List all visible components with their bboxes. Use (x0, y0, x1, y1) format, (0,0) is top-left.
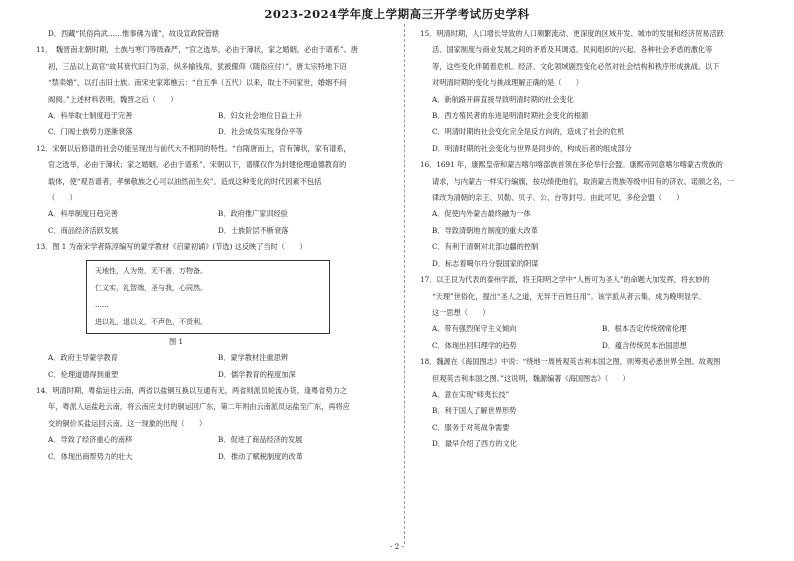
q12-line: 官之选举，必由于簿状；家之婚姻，必由于谱系”。宋朝以下，谱牒仅作为封建伦理道德教育的 (48, 160, 347, 170)
figure-line: 天地性，人为贵，无不善，万物备。 (95, 266, 207, 275)
q16-option-b[interactable]: B．导致清朝地方制度的重大改革 (432, 225, 538, 235)
q17-options-row (420, 338, 772, 354)
q11-line: 初，三品以上高官“故其衰代旧门为亲，纵多输钱帛，犹被偃仰（随俗应付）”，唐太宗特地下诏 (48, 61, 347, 71)
left-column (36, 26, 388, 465)
q13-stem: 13．图 1 为南宋学者陈淳编写的蒙学教材《启蒙初诵》(节选) 这反映了当时（ ） (36, 242, 307, 252)
q11-line: 阀阅。”上述材料表明，魏晋之后（ ） (48, 94, 178, 104)
q11-options-row (36, 108, 388, 124)
q18-line: 18．魏源在《海国图志》中说：“绕地一周皆观英吉利本国之图，则筹夷必悉世界全图。故观图 (420, 357, 721, 367)
q13-option-c[interactable]: C．伦理道德得到重塑 (48, 369, 119, 379)
q15-line: 对明清时期的变化与挑战理解正确的是（ ） (432, 78, 583, 88)
q13-options-row (36, 367, 388, 383)
q11-option-b[interactable]: B．妇女社会地位日益上升 (218, 111, 303, 121)
right-column (420, 26, 772, 453)
q18-line: 但观英吉利本国之图。”这说明，魏源编著《海国图志》（ ） (432, 373, 630, 383)
q14-option-b[interactable]: B．促进了商品经济的发展 (218, 435, 303, 445)
q11-options-row (36, 124, 388, 140)
q10-option-d: D．西藏“民俗尚武……惟事佛为谨”，故设宣政院管辖 (48, 29, 220, 38)
q17-options-row (420, 321, 772, 337)
figure-caption: 图 1 (168, 336, 184, 346)
question-17 (420, 272, 772, 354)
q12-option-c[interactable]: C．商品经济活跃发展 (48, 225, 119, 235)
q11-option-d[interactable]: D．社会成员实现身份平等 (218, 127, 303, 137)
figure-1-box (86, 260, 330, 334)
q15-option-b[interactable]: B．西方殖民者的东进是明清时期社会变化的根源 (432, 111, 589, 121)
q13-options-row (36, 350, 388, 366)
q15-line: 等，这些变化伴随着危机。经济、文化领域剧烈变化必然对社会结构和秩序形成挑战。以下 (432, 61, 720, 71)
q14-option-c[interactable]: C．体现出商帮势力的壮大 (48, 451, 133, 461)
q17-option-b[interactable]: B．根本否定传统纲常伦理 (602, 324, 687, 334)
question-16 (420, 157, 772, 272)
q12-option-b[interactable]: B．政府推广家训经验 (218, 209, 288, 219)
q11-option-a[interactable]: A．科举取士制度趋于完善 (48, 111, 133, 121)
q13-option-b[interactable]: B．蒙学教材注重思辨 (218, 353, 288, 363)
q16-line: 请求，与内蒙古一样实行编旗，按功绩使他们，取消蒙古贵族等级中旧有的济农、诺颜之名，一 (432, 176, 734, 186)
q16-option-c[interactable]: C．有利于清朝对北部边疆的控制 (432, 242, 539, 252)
figure-line: 进以礼，退以义，不声色，不货利。 (95, 317, 207, 326)
q18-option-d[interactable]: D．最早介绍了西方的文化 (432, 439, 517, 449)
q11-line: 11． 魏晋南北朝时期，士族与寒门等级森严，“官之选举，必由于簿状，家之婚姻，必由于谱系”。唐 (36, 45, 358, 55)
question-18 (420, 354, 772, 452)
question-13 (36, 239, 388, 383)
q18-option-a[interactable]: A．意在实现“师夷长技” (432, 389, 510, 399)
page-title: 2023-2024学年度上学期高三开学考试历史学科 (264, 7, 530, 21)
q15-line: 15．明清时期，人口增长导致的人口频繁流动、更深度的区域开发、城市的发展和经济贸易活跃 (420, 29, 724, 38)
question-12 (36, 141, 388, 239)
q14-options-row (36, 449, 388, 465)
q12-option-a[interactable]: A．科举制度日趋完善 (48, 209, 118, 219)
figure-line: 仁义实，礼智端，圣与我，心同然。 (95, 283, 207, 292)
q11-option-c[interactable]: C．门阀士族势力逐渐衰落 (48, 127, 133, 137)
q16-option-d[interactable]: D．标志着噶尔丹分裂国家的阴谋 (432, 258, 539, 268)
q14-line: 年，粤派人运盐赴云南，将云南应支付的铜运回广东，第二年则由云南派员运盐至广东，再将应 (48, 402, 350, 412)
column-divider (404, 24, 405, 544)
q17-line: 这一思想（ ） (432, 307, 490, 317)
q14-option-a[interactable]: A．导致了经济重心的南移 (48, 435, 133, 445)
q15-line: 活、国家制度与商业发展之间的矛盾及其调适、民间组织的兴起、各种社会矛盾的激化等 (432, 45, 713, 55)
q16-line: 16．1691 年，康熙皇帝和蒙古喀尔喀部族首领在多伦举行会盟。康熙帝同意喀尔喀蒙古贵族的 (420, 160, 723, 170)
figure-line: …… (95, 300, 109, 309)
q17-option-c[interactable]: C．体现出回归理学的趋势 (432, 340, 517, 350)
q18-option-b[interactable]: B．利于国人了解世界形势 (432, 406, 517, 416)
q13-option-d[interactable]: D．儒学教育的程度加深 (218, 369, 296, 379)
q12-line: （ ） (48, 193, 77, 203)
question-11 (36, 42, 388, 140)
q12-line: 12．宋朝以后修谱的社会功能呈现出与前代大不相同的特性。“自隋唐而上，官有簿状，家有谱系， (36, 143, 351, 153)
q16-line: 律改为清朝的亲王、贝勒、贝子、公、台等封号。由此可见，多伦会盟（ ） (432, 193, 684, 203)
q17-line: 17．以王艮为代表的泰州学派，将王阳明之学中“人皆可为圣人”的命题大加发挥，将玄妙的 (420, 275, 710, 285)
q12-option-d[interactable]: D．士族阶层不断衰落 (218, 225, 289, 235)
q18-option-c[interactable]: C．服务于对英战争需要 (432, 422, 510, 432)
q15-option-a[interactable]: A．新航路开辟直接导致明清时期的社会变化 (432, 94, 574, 104)
question-15 (420, 26, 772, 157)
q12-line: 载体，使“观吾谱者，孝悌敬族之心可以油然而生矣”。造成这种变化的时代因素不包括 (48, 176, 322, 186)
q15-option-d[interactable]: D．明清时期的社会变化与世界是同步的，构成后者的组成部分 (432, 143, 632, 153)
q17-option-d[interactable]: D．蕴含传统民本治国思想 (602, 340, 687, 350)
q12-options-row (36, 206, 388, 222)
q16-option-a[interactable]: A．促使内外蒙古最终融为一体 (432, 209, 531, 219)
q13-option-a[interactable]: A．政府主导蒙学教育 (48, 353, 118, 363)
q14-line: 交的铜价买盐运回云南。这一现象的出现（ ） (48, 418, 207, 428)
q14-option-d[interactable]: D．推动了赋税制度的改革 (218, 451, 303, 461)
q14-line: 14．明清时期，粤盐运往云南，两省以盐铜互换以互通有无，两省则派员轮流办货，逢粤省势力之 (36, 385, 348, 395)
page-number: - 2 - (390, 543, 404, 551)
q17-line: “天理”世俗化，提出“圣人之道，无异于百姓日用”。该学派从者云集，成为晚明显学。 (432, 291, 706, 301)
q14-options-row (36, 432, 388, 448)
q17-option-a[interactable]: A．带有强烈保守主义倾向 (432, 324, 517, 334)
q12-options-row (36, 223, 388, 239)
q11-line: “禁卖婚”，以打击旧士族。南宋史家郑樵云：“自五季（五代）以来，取士不问家世，婚姻不问 (48, 78, 347, 88)
question-14 (36, 383, 388, 465)
q15-option-c[interactable]: C．明清时期的社会变化完全是反方向的，造成了社会的危机 (432, 127, 625, 137)
